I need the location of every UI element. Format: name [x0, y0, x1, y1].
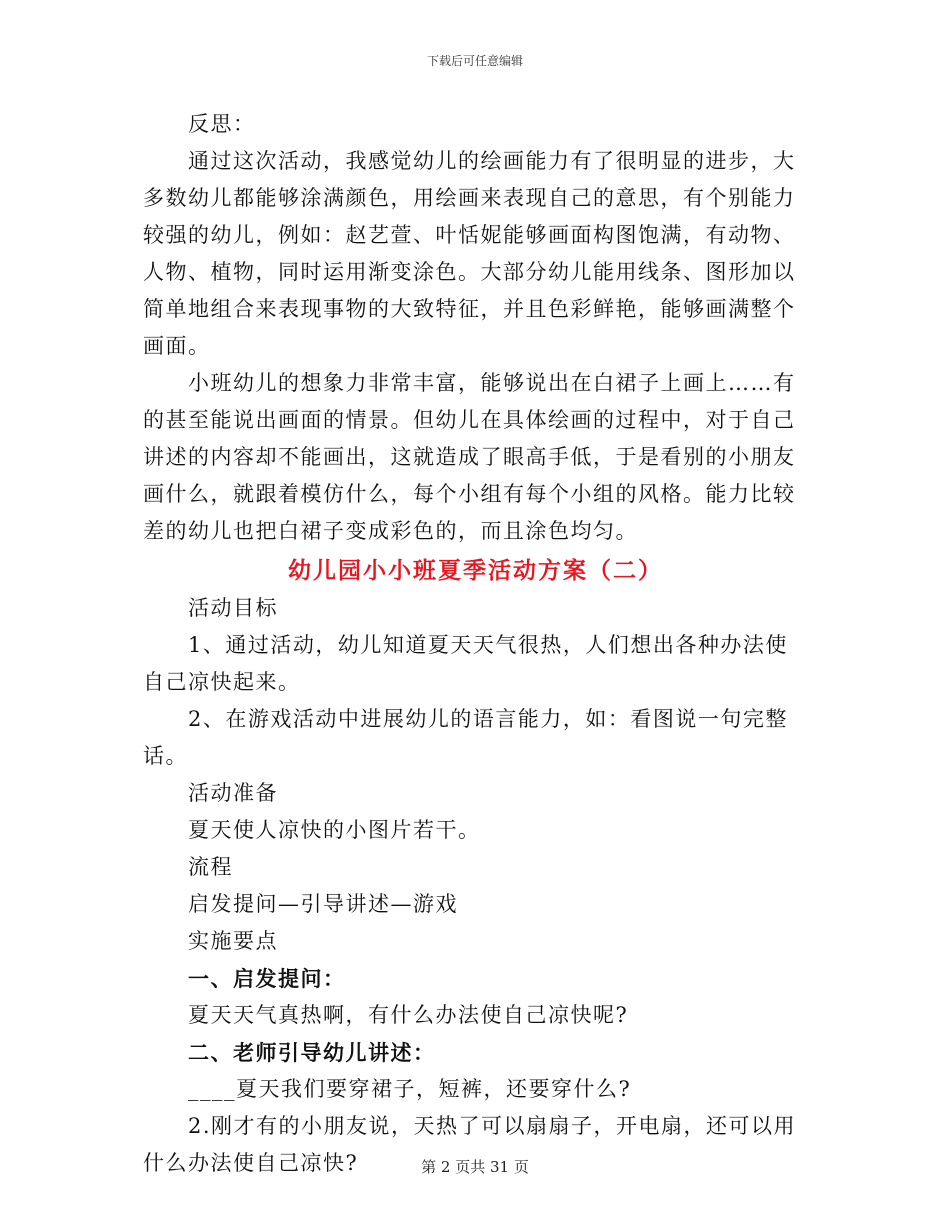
- flow-text: 启发提问—引导讲述—游戏: [188, 892, 458, 916]
- step2-question-2: 2.刚才有的小朋友说，天热了可以扇扇子，开电扇，还可以用什么办法使自己凉快?: [143, 1114, 797, 1175]
- key-points-heading: 实施要点: [188, 929, 278, 953]
- goal-item-2: 2、在游戏活动中进展幼儿的语言能力，如：看图说一句完整话。: [143, 707, 788, 768]
- prep-heading: 活动准备: [188, 781, 278, 805]
- page-header: 下载后可任意编辑: [426, 54, 523, 68]
- step1-heading: 一、启发提问：: [188, 966, 346, 991]
- document-body: [143, 106, 808, 1182]
- reflection-paragraph-2: 小班幼儿的想象力非常丰富，能够说出在白裙子上画上……有的甚至能说出画面的情景。但幼儿在具体绘画的过程中，对于自己讲述的内容却不能画出，这就造成了眼高手低，于是看别的小朋友画什么，就跟着模仿什么，每个小组有每个小组的风格。能力比较差的幼儿也把白裙子变成彩色的，而且涂色均匀。: [143, 371, 796, 543]
- prep-text: 夏天使人凉快的小图片若干。: [188, 818, 481, 842]
- page-footer: 第 2 页共 31 页: [421, 1158, 529, 1176]
- step2-question-1: ____夏天我们要穿裙子，短裤，还要穿什么?: [188, 1077, 632, 1101]
- section-title: 幼儿园小小班夏季活动方案（二）: [288, 557, 663, 584]
- reflection-heading: 反思：: [188, 112, 256, 136]
- step1-text: 夏天天气真热啊，有什么办法使自己凉快呢?: [188, 1003, 629, 1027]
- step2-heading: 二、老师引导幼儿讲述：: [188, 1040, 436, 1065]
- goal-heading: 活动目标: [188, 596, 278, 620]
- reflection-paragraph-1: 通过这次活动，我感觉幼儿的绘画能力有了很明显的进步，大多数幼儿都能够涂满颜色，用绘画来表现自己的意思，有个别能力较强的幼儿，例如：赵艺萱、叶恬妮能够画面构图饱满，有动物、人物、植物，同时运用渐变涂色。大部分幼儿能用线条、图形加以简单地组合来表现事物的大致特征，并且色彩鲜艳，能够画满整个画面。: [143, 149, 796, 358]
- goal-item-1: 1、通过活动，幼儿知道夏天天气很热，人们想出各种办法使自己凉快起来。: [143, 633, 788, 694]
- flow-heading: 流程: [188, 855, 233, 879]
